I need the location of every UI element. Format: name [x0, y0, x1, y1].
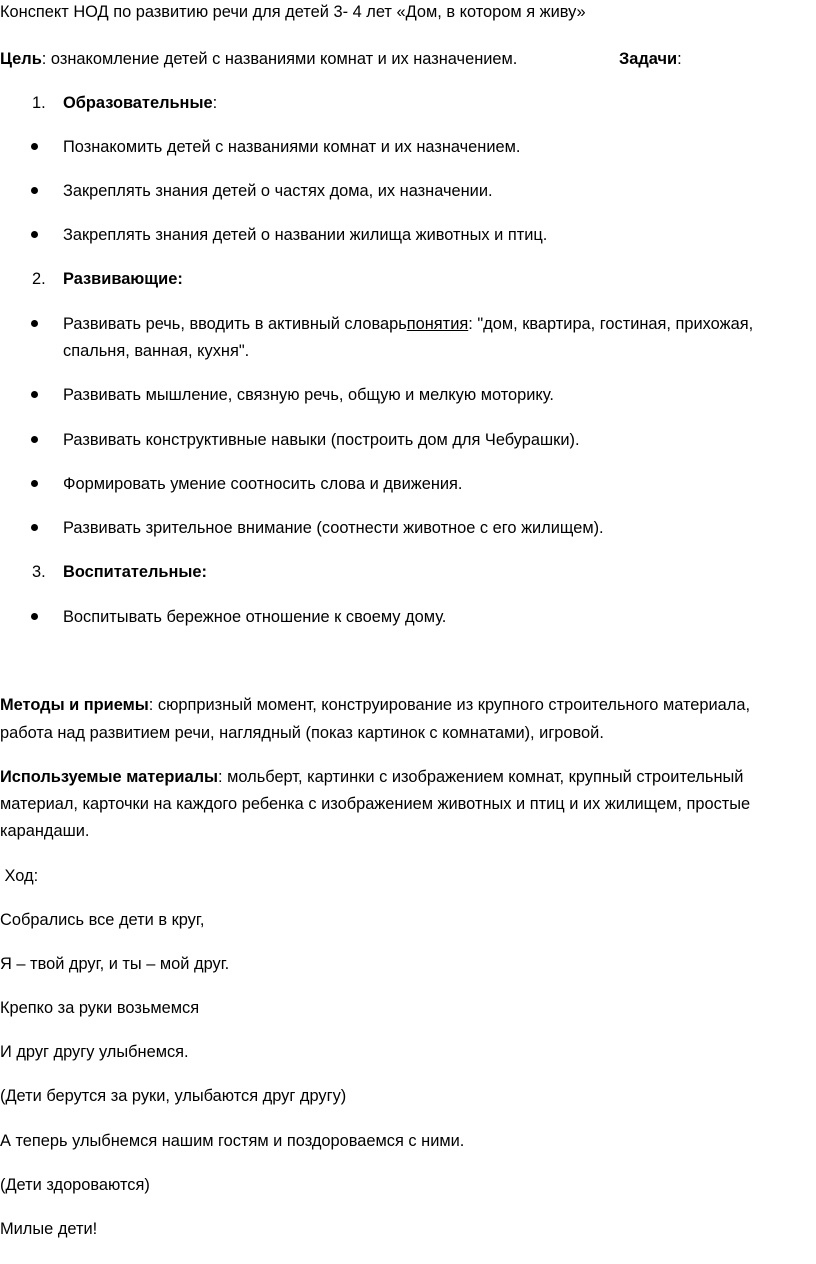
list-item: [63, 314, 753, 334]
bullet-icon: [31, 187, 38, 194]
goal-text: : ознакомление детей с названиями комнат и их назначением.: [41, 50, 518, 68]
section-1-heading-text: Образовательные: [63, 94, 213, 112]
bullet-icon: [31, 143, 38, 150]
section-3-number: 3.: [32, 563, 46, 581]
goal-line: [0, 49, 517, 69]
stage-direction: (Дети берутся за руки, улыбаются друг другу): [0, 1087, 347, 1105]
bullet-icon: [31, 436, 38, 443]
list-item: Развивать зрительное внимание (соотнести животное с его жилищем).: [63, 519, 604, 537]
course-heading: Ход:: [0, 867, 39, 885]
poem-line: Собрались все дети в круг,: [0, 911, 205, 929]
bullet-icon: [31, 480, 38, 487]
list-item: Развивать конструктивные навыки (построить дом для Чебурашки).: [63, 431, 580, 449]
tasks-label: Задачи: [619, 50, 678, 68]
methods-label: Методы и приемы: [0, 696, 149, 714]
methods-line-1: [0, 695, 750, 715]
goal-label: Цель: [0, 50, 42, 68]
list-item: Формировать умение соотносить слова и движения.: [63, 475, 463, 493]
list-item-text: : "дом, квартира, гостиная, прихожая,: [468, 315, 754, 333]
list-item-continuation: спальня, ванная, кухня".: [63, 342, 250, 360]
course-text: А теперь улыбнемся нашим гостям и поздороваемся с ними.: [0, 1132, 465, 1150]
section-1-heading-suffix: :: [212, 94, 218, 112]
stage-direction: (Дети здороваются): [0, 1176, 150, 1194]
materials-line-2: материал, карточки на каждого ребенка с изображением животных и птиц и их жилищем, простые: [0, 795, 751, 813]
list-item: Закреплять знания детей о названии жилища животных и птиц.: [63, 226, 548, 244]
section-1-heading: [63, 93, 217, 113]
bullet-icon: [31, 320, 38, 327]
list-item: Воспитывать бережное отношение к своему дому.: [63, 608, 447, 626]
tasks-colon: :: [677, 50, 682, 68]
materials-label: Используемые материалы: [0, 768, 218, 786]
poem-line: Я – твой друг, и ты – мой друг.: [0, 955, 230, 973]
section-2-number: 2.: [32, 270, 46, 288]
bullet-icon: [31, 524, 38, 531]
materials-text: : мольберт, картинки с изображением комнат, крупный строительный: [218, 768, 744, 786]
concepts-link[interactable]: понятия: [406, 315, 469, 333]
poem-line: Крепко за руки возьмемся: [0, 999, 200, 1017]
poem-line: И друг другу улыбнемся.: [0, 1043, 189, 1061]
list-item-text: Развивать речь, вводить в активный словарь: [63, 315, 407, 333]
page-title: Конспект НОД по развитию речи для детей 3- 4 лет «Дом, в котором я живу»: [0, 3, 586, 21]
methods-line-2: работа над развитием речи, наглядный (показ картинок с комнатами), игровой.: [0, 724, 604, 742]
list-item: Познакомить детей с названиями комнат и их назначением.: [63, 138, 521, 156]
list-item: Развивать мышление, связную речь, общую и мелкую моторику.: [63, 386, 554, 404]
course-text: Милые дети!: [0, 1220, 98, 1238]
materials-line-1: [0, 767, 743, 787]
bullet-icon: [31, 613, 38, 620]
section-1-number: 1.: [32, 94, 46, 112]
section-2-heading: Развивающие:: [63, 270, 183, 288]
list-item: Закреплять знания детей о частях дома, их назначении.: [63, 182, 493, 200]
materials-line-3: карандаши.: [0, 822, 90, 840]
bullet-icon: [31, 391, 38, 398]
section-3-heading: Воспитательные:: [63, 563, 207, 581]
methods-text: : сюрпризный момент, конструирование из крупного строительного материала,: [148, 696, 751, 714]
tasks-heading: [619, 49, 682, 69]
bullet-icon: [31, 231, 38, 238]
